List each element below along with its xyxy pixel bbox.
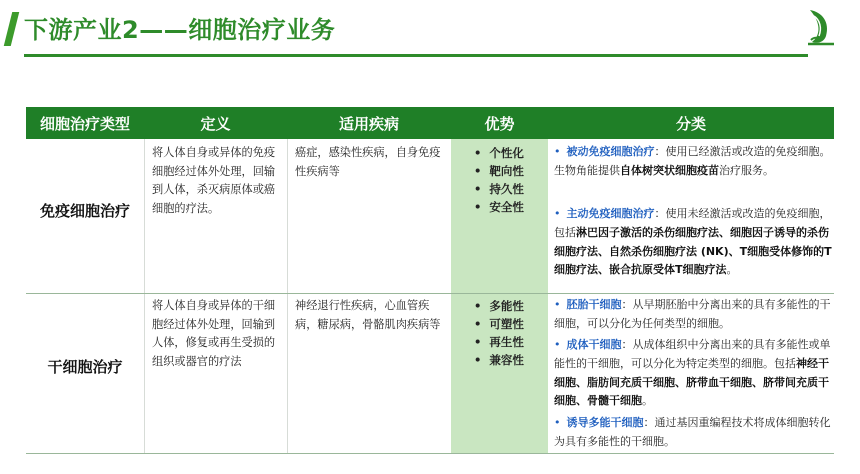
bullet-icon: • bbox=[554, 338, 561, 351]
row-divider bbox=[26, 293, 834, 294]
title-divider bbox=[24, 54, 808, 57]
advantage-item: • 可塑性 bbox=[474, 315, 524, 333]
bullet-icon: • bbox=[554, 145, 561, 158]
class-adult-stem: • 成体干细胞：从成体组织中分离出来的具有多能性或单能性的干细胞，可以分化为特定类型的细胞。包括神经干细胞、脂肪间充质干细胞、脐带血干细胞、脐带间充质干细胞、骨髓干细胞。 bbox=[554, 338, 831, 408]
diseases-immune: 癌症，感染性疾病，自身免疫性疾病等 bbox=[295, 146, 441, 178]
table-bottom-border bbox=[26, 453, 834, 454]
col-header-definition: 定义 bbox=[144, 107, 287, 139]
advantage-item: • 持久性 bbox=[474, 180, 524, 198]
definition-stem: 将人体自身或异体的干细胞经过体外处理，回输到人体，修复或再生受损的组织或器官的疗法 bbox=[152, 299, 276, 368]
diseases-stem: 神经退行性疾病，心血管疾病，糖尿病，骨骼肌肉疾病等 bbox=[295, 299, 441, 331]
col-divider bbox=[144, 139, 145, 454]
bullet-icon: • bbox=[554, 207, 561, 220]
advantage-item: • 多能性 bbox=[474, 297, 524, 315]
advantage-item: • 个性化 bbox=[474, 144, 524, 162]
advantages-list-stem bbox=[474, 297, 524, 369]
title-accent-bar bbox=[4, 12, 19, 46]
row-type-stem: 干细胞治疗 bbox=[47, 358, 123, 376]
bullet-icon: • bbox=[554, 298, 561, 311]
advantage-item: • 兼容性 bbox=[474, 351, 524, 369]
advantage-item: • 安全性 bbox=[474, 198, 524, 216]
advantage-item: • 再生性 bbox=[474, 333, 524, 351]
row-type-immune: 免疫细胞治疗 bbox=[39, 202, 130, 220]
class-induced-pluripotent: • 诱导多能干细胞：通过基因重编程技术将成体细胞转化为具有多能性的干细胞。 bbox=[554, 416, 831, 448]
advantages-list-immune bbox=[474, 144, 524, 216]
col-header-type: 细胞治疗类型 bbox=[26, 107, 144, 139]
col-header-diseases: 适用疾病 bbox=[287, 107, 451, 139]
definition-immune: 将人体自身或异体的免疫细胞经过体外处理，回输到人体，杀灭病原体或癌细胞的疗法。 bbox=[152, 146, 276, 215]
page-title: 下游产业2——细胞治疗业务 bbox=[24, 16, 336, 44]
green-leaf-logo-icon bbox=[800, 6, 840, 48]
col-header-classification: 分类 bbox=[548, 107, 834, 139]
bullet-icon: • bbox=[554, 416, 561, 429]
class-active-immune: • 主动免疫细胞治疗：使用未经激活或改造的免疫细胞，包括淋巴因子激活的杀伤细胞疗法、细胞因子诱导的杀伤细胞疗法、自然杀伤细胞疗法 (NK)、T细胞受体修饰的T细胞疗法、嵌合抗原受体T细胞疗法。 bbox=[554, 207, 832, 277]
col-header-advantages: 优势 bbox=[451, 107, 548, 139]
cell-therapy-table bbox=[26, 107, 834, 454]
class-passive-immune: • 被动免疫细胞治疗：使用已经激活或改造的免疫细胞。生物角能提供自体树突状细胞疫苗治疗服务。 bbox=[554, 145, 831, 177]
advantage-item: • 靶向性 bbox=[474, 162, 524, 180]
class-embryonic-stem: • 胚胎干细胞：从早期胚胎中分离出来的具有多能性的干细胞，可以分化为任何类型的细胞。 bbox=[554, 298, 831, 330]
col-divider bbox=[287, 139, 288, 454]
